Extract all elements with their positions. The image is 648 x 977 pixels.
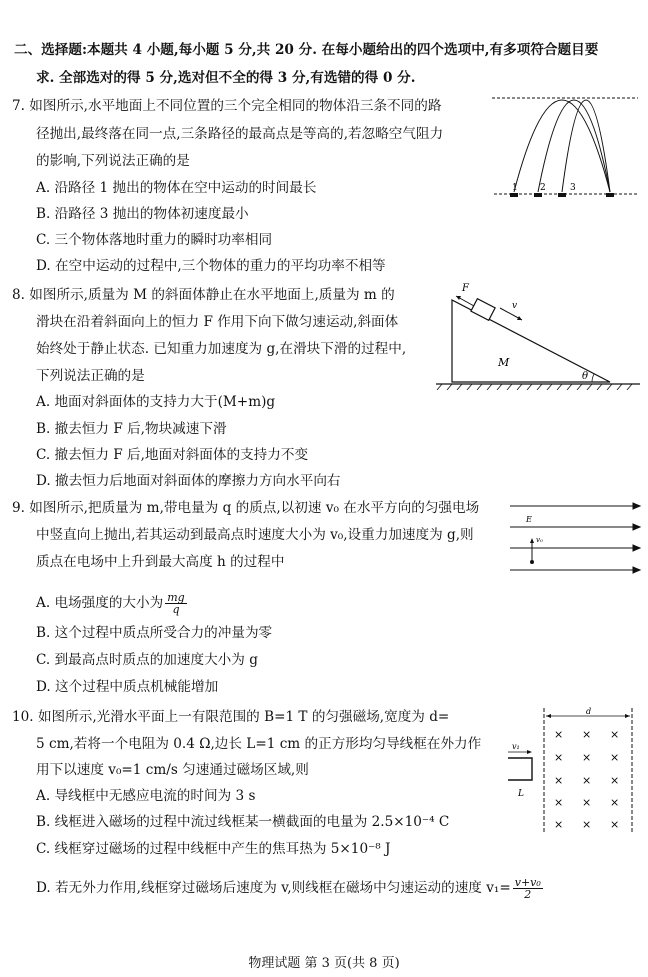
q8-stem-line2: 滑块在沿着斜面向上的恒力 F 作用下向下做匀速运动,斜面体 — [36, 314, 399, 330]
q7-path-label-2: 2 — [540, 183, 546, 193]
q9-stem-line2: 中竖直向上抛出,若其运动到最高点时速度大小为 v₀,设重力加速度为 g,则 — [36, 527, 474, 543]
q10-option-b: B. 线框进入磁场的过程中流过线框某一横截面的电量为 2.5×10⁻⁴ C — [36, 814, 450, 830]
q9-option-b: B. 这个过程中质点所受合力的冲量为零 — [36, 625, 273, 641]
q10-fraction-numerator: v+v₀ — [514, 876, 541, 889]
page-footer: 物理试题 第 3 页(共 8 页) — [248, 956, 400, 971]
q10-fraction-denominator: 2 — [524, 888, 532, 901]
q10-cross-mark: × — [610, 818, 620, 831]
section-header-line1: 二、选择题:本题共 4 小题,每小题 5 分,共 20 分. 在每小题给出的四个选项中,有多项符合题目要 — [14, 42, 599, 58]
q10-option-d — [36, 877, 543, 900]
q7-option-c: C. 三个物体落地时重力的瞬时功率相同 — [36, 232, 273, 248]
q10-cross-mark: × — [582, 728, 592, 741]
q7-path-label-1: 1 — [512, 183, 518, 193]
q9-option-a-text: A. 电场强度的大小为 — [36, 595, 164, 611]
q7-path-label-3: 3 — [570, 183, 576, 193]
q9-field-figure — [508, 496, 642, 576]
q10-cross-mark: × — [554, 774, 564, 787]
q9-fraction-numerator: mg — [167, 591, 185, 604]
q8-angle-label: θ — [582, 371, 589, 382]
q10-cross-mark: × — [610, 751, 620, 764]
q10-stem-line2: 5 cm,若将一个电阻为 0.4 Ω,边长 L=1 cm 的正方形均匀导线框在外力作 — [36, 736, 482, 752]
q9-option-d: D. 这个过程中质点机械能增加 — [36, 679, 219, 695]
q8-stem-line4: 下列说法正确的是 — [36, 368, 145, 384]
q8-velocity-label: v — [512, 301, 518, 311]
q9-v0-label: v₀ — [536, 536, 543, 544]
q10-magnetic-field-figure — [504, 704, 640, 836]
q9-option-c: C. 到最高点时质点的加速度大小为 g — [36, 652, 258, 668]
q9-field-label: E — [526, 515, 532, 524]
q8-stem-line3: 始终处于静止状态. 已知重力加速度为 g,在滑块下滑的过程中, — [36, 341, 407, 357]
q10-option-d-fraction — [513, 877, 543, 900]
q10-side-label: L — [518, 789, 524, 799]
q7-stem-line3: 的影响,下列说法正确的是 — [36, 153, 190, 169]
q10-cross-mark: × — [582, 796, 592, 809]
q9-option-a-fraction — [165, 592, 186, 615]
q10-stem-line3: 用下以速度 v₀=1 cm/s 匀速通过磁场区域,则 — [36, 762, 309, 778]
section-header-line2: 求. 全部选对的得 5 分,选对但不全的得 3 分,有选错的得 0 分. — [36, 70, 416, 86]
q10-width-label: d — [586, 707, 592, 716]
q10-option-c: C. 线框穿过磁场的过程中线框中产生的焦耳热为 5×10⁻⁸ J — [36, 841, 391, 857]
q10-cross-mark: × — [582, 774, 592, 787]
q9-stem-line3: 质点在电场中上升到最大高度 h 的过程中 — [36, 554, 285, 570]
q7-option-b: B. 沿路径 3 抛出的物体初速度最小 — [36, 206, 249, 222]
q8-incline-figure — [434, 278, 642, 390]
q10-cross-mark: × — [554, 818, 564, 831]
q8-force-label: F — [462, 283, 469, 294]
q7-stem-line2: 径抛出,最终落在同一点,三条路径的最高点是等高的,若忽略空气阻力 — [36, 126, 444, 142]
q10-cross-mark: × — [554, 728, 564, 741]
q10-cross-mark: × — [610, 728, 620, 741]
q8-option-b: B. 撤去恒力 F 后,物块减速下滑 — [36, 421, 227, 437]
q7-stem-line1: 7. 如图所示,水平地面上不同位置的三个完全相同的物体沿三条不同的路 — [12, 98, 442, 114]
q10-cross-mark: × — [582, 818, 592, 831]
q10-cross-mark: × — [554, 796, 564, 809]
q7-option-a: A. 沿路径 1 抛出的物体在空中运动的时间最长 — [36, 180, 317, 196]
q7-trajectory-figure — [492, 92, 640, 210]
q10-stem-line1: 10. 如图所示,光滑水平面上一有限范围的 B=1 T 的匀强磁场,宽度为 d= — [12, 709, 450, 725]
q8-mass-label: M — [498, 356, 510, 369]
q10-cross-mark: × — [610, 774, 620, 787]
q9-option-a — [36, 592, 187, 615]
q10-option-a: A. 导线框中无感应电流的时间为 3 s — [36, 788, 256, 804]
q7-option-d: D. 在空中运动的过程中,三个物体的重力的平均功率不相等 — [36, 258, 386, 274]
q10-option-d-text: D. 若无外力作用,线框穿过磁场后速度为 v,则线框在磁场中匀速运动的速度 v₁= — [36, 880, 511, 896]
q10-cross-mark: × — [582, 751, 592, 764]
q8-option-a: A. 地面对斜面体的支持力大于(M+m)g — [36, 394, 276, 410]
q9-stem-line1: 9. 如图所示,把质量为 m,带电量为 q 的质点,以初速 v₀ 在水平方向的匀强电场 — [12, 500, 480, 516]
q8-option-d: D. 撤去恒力后地面对斜面体的摩擦力方向水平向右 — [36, 473, 341, 489]
q10-cross-mark: × — [610, 796, 620, 809]
q9-fraction-denominator: q — [172, 603, 180, 616]
q10-cross-mark: × — [554, 751, 564, 764]
q8-stem-line1: 8. 如图所示,质量为 M 的斜面体静止在水平地面上,质量为 m 的 — [12, 287, 395, 303]
q8-option-c: C. 撤去恒力 F 后,地面对斜面体的支持力不变 — [36, 447, 309, 463]
q10-v1-label: v₁ — [512, 742, 520, 751]
